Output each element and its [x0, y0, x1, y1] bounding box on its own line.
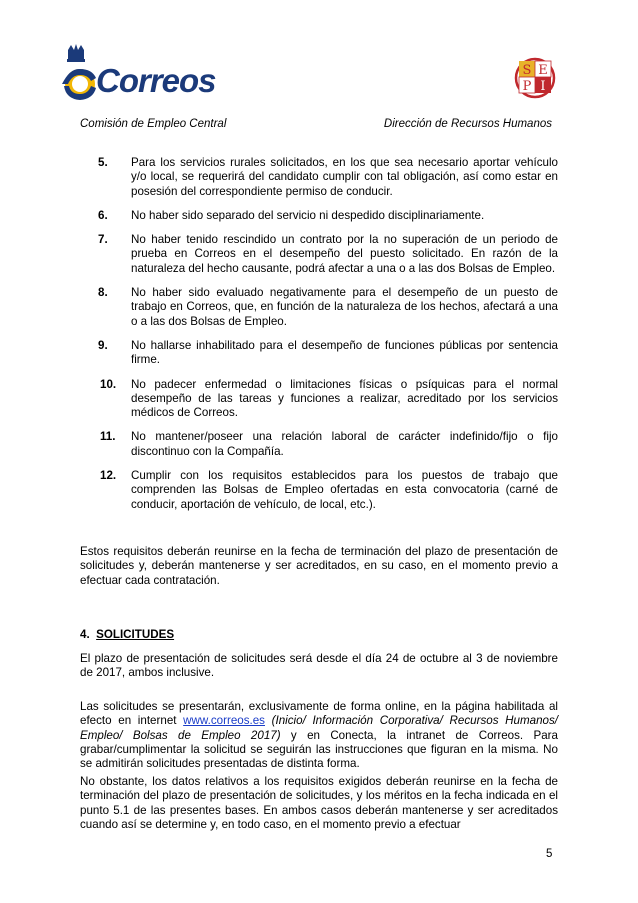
- item-text: No hallarse inhabilitado para el desempeño de funciones públicas por sentencia firme.: [131, 338, 558, 367]
- item-text: No haber tenido rescindido un contrato por la no superación de un periodo de prueba en Correos en el desempeño del puesto solicitado. En razón de la naturaleza del hecho causante, podrá afectar a una o a las dos Bolsas de Empleo.: [131, 233, 558, 275]
- list-item: [80, 286, 558, 329]
- item-number: 11.: [100, 430, 116, 444]
- item-number: 10.: [100, 377, 117, 391]
- item-text: No mantener/poseer una relación laboral de carácter indefinido/fijo o fijo discontinuo con la Compañía.: [131, 430, 558, 458]
- list-item: [80, 209, 558, 223]
- paragraph-solicitudes: [80, 700, 558, 771]
- paragraph-requisitos: No obstante, los datos relativos a los requisitos exigidos deberán reunirse en la fecha de terminación del plazo de presentación de solicitudes, y los méritos en la fecha indicada en el punto 5.1 de las presentes bases. En ambos casos deberán mantenerse y ser acreditados cuando así se determine y, en todo caso, en el momento previo a efectuar: [80, 775, 558, 831]
- list-item: [80, 156, 558, 199]
- correos-website-link[interactable]: www.correos.es: [183, 714, 265, 728]
- item-number: 8.: [98, 286, 108, 300]
- logo-wordmark: Correos: [96, 62, 216, 99]
- section-title: SOLICITUDES: [96, 628, 175, 641]
- requirements-list: [80, 156, 558, 522]
- section-number: 4.: [80, 628, 90, 641]
- item-text: No haber sido evaluado negativamente para el desempeño de un puesto de trabajo en Correos, que, en función de la naturaleza de los hechos, afectará a una o a las dos Bolsas de Empleo.: [131, 286, 558, 328]
- item-text: Cumplir con los requisitos establecidos para los puestos de trabajo que comprenden las Bolsas de Empleo ofertadas en esta convocatoria (carné de conducir, aportación de vehículo, de local, etc.).: [131, 469, 558, 511]
- list-item: [80, 339, 558, 368]
- item-text: No padecer enfermedad o limitaciones físicas o psíquicas para el normal desempeño de las tareas y funciones a realizar, acreditado por los servicios médicos de Correos.: [131, 377, 558, 420]
- p2-navigation-path: (Inicio/ Información Corporativa/ Recursos Humanos/ Empleo/ Bolsas de Empleo 2017): [80, 714, 558, 742]
- item-number: 9.: [98, 338, 108, 352]
- item-number: 5.: [98, 156, 108, 169]
- p2-text-end: y en Conecta, la intranet de Correos. Para grabar/cumplimentar la solicitud se seguirán las instrucciones que figuran en la misma. No se admitirán solicitudes presentadas de distinta forma.: [80, 728, 558, 771]
- item-number: 6.: [98, 208, 108, 222]
- list-item: [80, 378, 558, 421]
- item-number: 12.: [100, 469, 117, 483]
- sepi-letter-i: I: [540, 79, 546, 94]
- item-text: No haber sido separado del servicio ni despedido disciplinariamente.: [131, 208, 485, 222]
- closing-paragraph: Estos requisitos deberán reunirse en la fecha de terminación del plazo de presentación de solicitudes y, deberán mantenerse y ser acreditados, en su caso, en el momento previo a efectuar cada contratación.: [80, 545, 558, 587]
- paragraph-plazo: El plazo de presentación de solicitudes será desde el día 24 de octubre al 3 de noviembre de 2017, ambos inclusive.: [80, 652, 558, 680]
- sepi-letter-s: S: [522, 63, 532, 78]
- list-item: [80, 430, 558, 459]
- page-number: 5: [546, 848, 553, 860]
- header-right-text: Dirección de Recursos Humanos: [383, 118, 552, 130]
- sepi-letter-p: P: [522, 79, 532, 94]
- correos-logo: [50, 44, 220, 108]
- item-text: Para los servicios rurales solicitados, en los que sea necesario aportar vehículo y/o local, se requerirá del candidato cumplir con tal obligación, así como estar en posesión del correspondiente permiso de conducir.: [131, 156, 558, 198]
- sepi-logo: [514, 48, 556, 108]
- list-item: [80, 233, 558, 276]
- sepi-letter-e: E: [538, 63, 548, 78]
- p2-text-start: Las solicitudes se presentarán, exclusivamente de forma online, en la página habilitada al efecto en internet: [80, 700, 558, 728]
- list-item: [80, 469, 558, 512]
- header-left-text: Comisión de Empleo Central: [80, 118, 227, 130]
- item-number: 7.: [98, 233, 108, 247]
- section-heading: [80, 628, 174, 641]
